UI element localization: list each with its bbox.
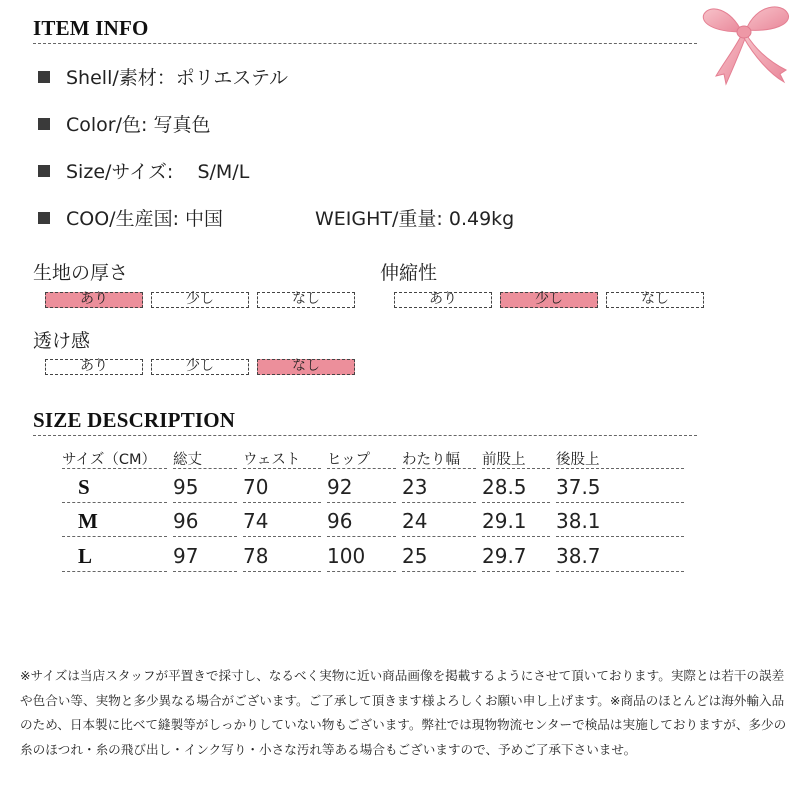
size-cell: 25 [402,544,428,568]
size-header-4: ヒップ [327,452,371,468]
size-row-underline [173,502,237,503]
size-cell: 96 [173,509,199,533]
square-bullet-icon [38,71,50,83]
size-cell: 38.7 [556,544,601,568]
thickness-label: 生地の厚さ [33,262,129,284]
size-cell: 29.1 [482,509,527,533]
sheer-option-2: 少し [151,359,249,375]
size-row-underline [402,502,476,503]
size-header-7: 後股上 [556,452,600,468]
info-weight-text: WEIGHT/重量: 0.49kg [315,208,515,230]
size-cell: 70 [243,475,269,499]
size-cell: 78 [243,544,269,568]
size-row-underline [243,536,321,537]
size-header-underline [402,468,476,469]
sheer-option-1: あり [45,359,143,375]
thickness-option-1: あり [45,292,143,308]
size-row-underline [482,571,550,572]
size-row-underline [327,502,396,503]
square-bullet-icon [38,212,50,224]
size-cell: 100 [327,544,366,568]
size-cell: 23 [402,475,428,499]
size-header-3: ウェスト [243,452,301,468]
size-row-underline [243,502,321,503]
size-cell: 28.5 [482,475,527,499]
size-header-underline [327,468,396,469]
size-header-underline [173,468,237,469]
size-cell: 74 [243,509,269,533]
size-row-underline [327,536,396,537]
size-header-2: 総丈 [173,452,202,468]
size-row-label: M [78,509,98,533]
size-cell: 24 [402,509,428,533]
size-row-underline [173,536,237,537]
square-bullet-icon [38,118,50,130]
stretch-option-3: なし [606,292,704,308]
stretch-option-2: 少し [500,292,598,308]
size-row-underline [402,571,476,572]
info-row-shell [38,63,288,90]
size-row-label: L [78,544,93,568]
size-row-underline [556,502,684,503]
size-row-underline [482,536,550,537]
size-row-underline [243,571,321,572]
item-info-title: ITEM INFO [33,16,149,40]
size-row-underline [62,502,167,503]
stretch-option-1: あり [394,292,492,308]
pink-ribbon-bow-icon [690,0,800,100]
stretch-label: 伸縮性 [380,262,438,284]
size-row-underline [327,571,396,572]
size-header-1: サイズ（CM） [62,452,156,468]
size-row-underline [402,536,476,537]
info-row-size [38,157,249,184]
size-cell: 29.7 [482,544,527,568]
size-cell: 96 [327,509,353,533]
size-cell: 92 [327,475,353,499]
size-row-underline [556,571,684,572]
size-cell: 97 [173,544,199,568]
size-header-5: わたり幅 [402,452,460,468]
size-header-underline [556,468,684,469]
size-row-label: S [78,475,90,499]
item-info-divider [33,43,697,44]
info-shell-text: Shell/素材：ポリエステル [66,67,289,89]
size-cell: 37.5 [556,475,601,499]
size-header-underline [243,468,321,469]
size-header-underline [62,468,167,469]
size-row-underline [556,536,684,537]
size-header-6: 前股上 [482,452,526,468]
info-size-text: Size/サイズ: S/M/L [66,161,250,183]
size-row-underline [173,571,237,572]
info-coo-text: COO/生産国: 中国 [66,208,224,230]
size-row-underline [62,571,167,572]
sheer-option-3: なし [257,359,355,375]
size-row-underline [62,536,167,537]
size-cell: 38.1 [556,509,601,533]
thickness-option-2: 少し [151,292,249,308]
info-color-text: Color/色: 写真色 [66,114,211,136]
notes-text: ※サイズは当店スタッフが平置きで採寸し、なるべく実物に近い商品画像を掲載するようにさせて頂いております。実際とは若干の誤差や色合い等、実物と多少異なる場合がございます。ご了承して頂きます様よろしくお願い申し上げます。※商品のほとんどは海外輸入品のため、日本製に比べて縫製等がしっかりしていない物もございます。弊社では現物物流センターで検品は実施しておりますが、多少の糸のほつれ・糸の飛び出し・インク写り・小さな汚れ等ある場合もございますので、予めご了承下さいませ。 [20,668,787,757]
size-cell: 95 [173,475,199,499]
info-row-coo [38,204,223,231]
sheer-label: 透け感 [33,330,91,352]
size-row-underline [482,502,550,503]
info-row-color [38,110,210,137]
size-description-title: SIZE DESCRIPTION [33,408,236,432]
thickness-option-3: なし [257,292,355,308]
size-header-underline [482,468,550,469]
size-description-divider [33,435,697,436]
square-bullet-icon [38,165,50,177]
